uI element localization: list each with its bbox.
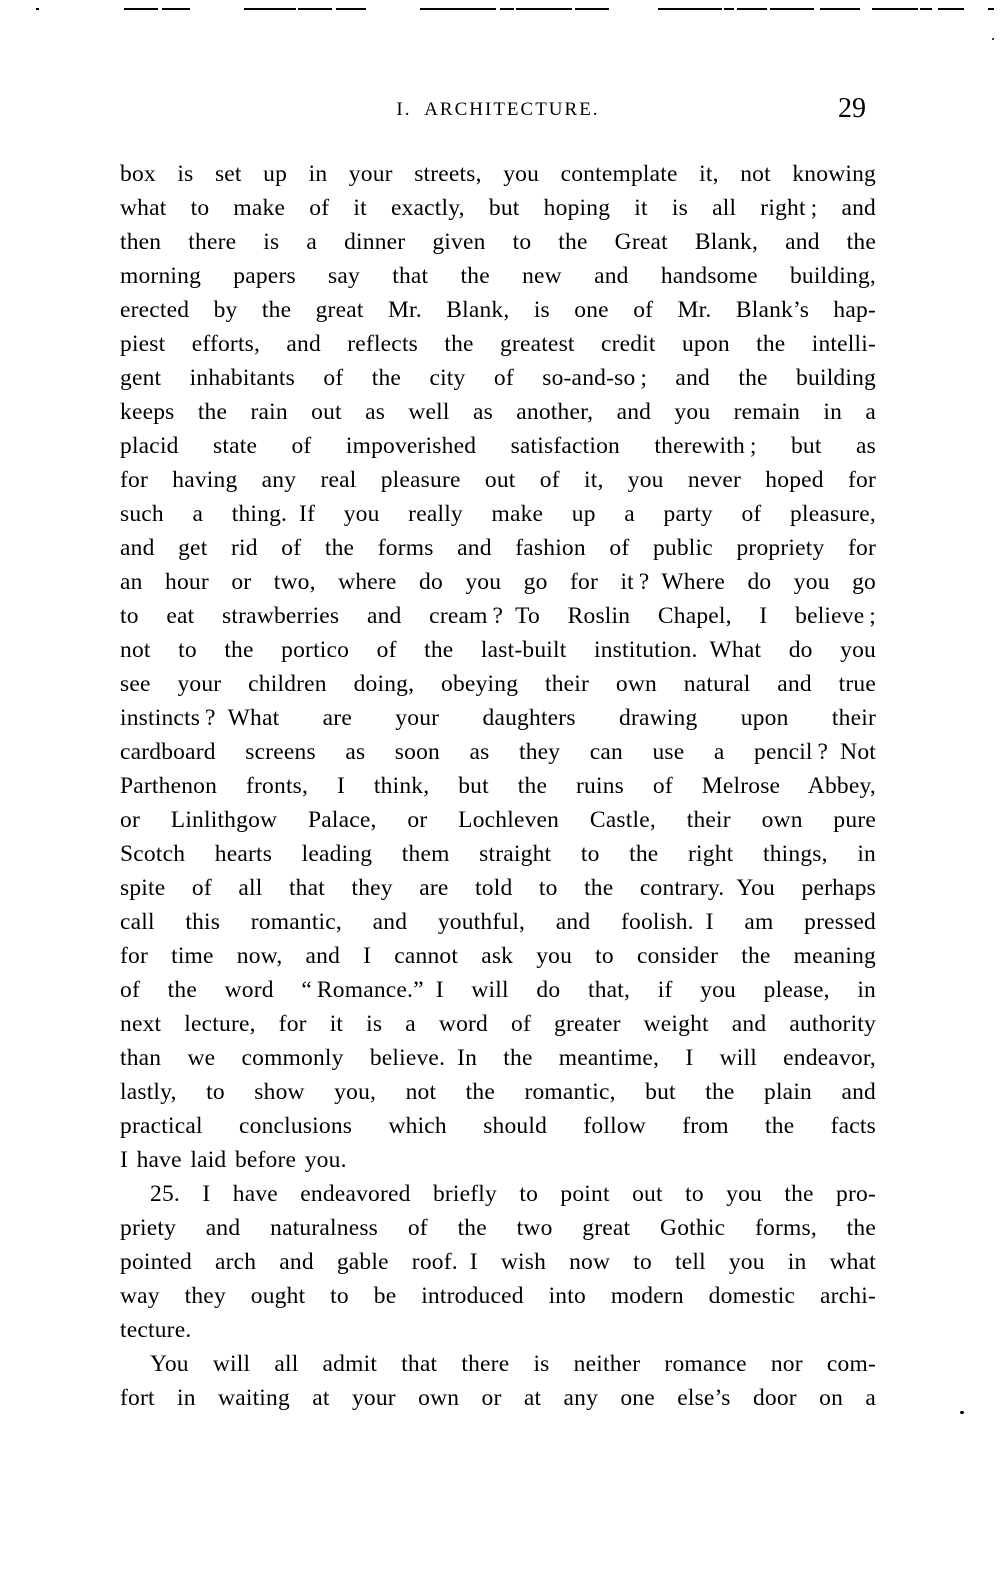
text-line: Scotch hearts leading them straight to the right things, in [120, 841, 876, 867]
text-line: and get rid of the forms and fashion of public propriety for [120, 535, 876, 561]
text-line: call this romantic, and youthful, and foolish. I am pressed [120, 909, 876, 935]
artifact-dash [575, 8, 609, 10]
running-header [120, 99, 876, 121]
text-line: gent inhabitants of the city of so-and-so ; and the building [120, 365, 876, 391]
text-line: for having any real pleasure out of it, you never hoped for [120, 467, 876, 493]
text-line: way they ought to be introduced into modern domestic archi- [120, 1283, 876, 1309]
artifact-dash [162, 8, 190, 10]
header-section-title: I. ARCHITECTURE. [396, 99, 600, 120]
text-line: fort in waiting at your own or at any one else’s door on a [120, 1385, 876, 1411]
text-line: I have laid before you. [120, 1147, 347, 1173]
artifact-dash [724, 8, 734, 10]
artifact-dash [244, 8, 296, 10]
text-line: what to make of it exactly, but hoping it is all right ; and [120, 195, 876, 221]
text-line: priety and naturalness of the two great Gothic forms, the [120, 1215, 876, 1241]
text-line: then there is a dinner given to the Great Blank, and the [120, 229, 876, 255]
artifact-dash [988, 8, 994, 10]
text-line: erected by the great Mr. Blank, is one of Mr. Blank’s hap- [120, 297, 876, 323]
artifact-dash [124, 8, 158, 10]
artifact-dash [516, 8, 572, 10]
artifact-dash [298, 8, 332, 10]
text-line: instincts ? What are your daughters drawing upon their [120, 705, 876, 731]
text-line: practical conclusions which should follow from the facts [120, 1113, 876, 1139]
text-line: spite of all that they are told to the contrary. You perhaps [120, 875, 876, 901]
ink-speck [992, 38, 994, 40]
text-line: lastly, to show you, not the romantic, but the plain and [120, 1079, 876, 1105]
ink-speck [960, 1411, 964, 1414]
text-line: piest efforts, and reflects the greatest credit upon the intelli- [120, 331, 876, 357]
artifact-dash [872, 8, 918, 10]
text-line: for time now, and I cannot ask you to consider the meaning [120, 943, 876, 969]
artifact-dash [336, 8, 366, 10]
artifact-dash [500, 8, 514, 10]
scan-artifact-line [0, 8, 1000, 14]
text-line: of the word “ Romance.” I will do that, if you please, in [120, 977, 876, 1003]
text-line: You will all admit that there is neither romance nor com- [150, 1351, 876, 1377]
text-line: tecture. [120, 1317, 192, 1343]
text-line: cardboard screens as soon as they can use a pencil ? Not [120, 739, 876, 765]
text-line: keeps the rain out as well as another, and you remain in a [120, 399, 876, 425]
text-line: such a thing. If you really make up a party of pleasure, [120, 501, 876, 527]
artifact-dash [770, 8, 814, 10]
text-line: to eat strawberries and cream ? To Roslin Chapel, I believe ; [120, 603, 876, 629]
text-line: see your children doing, obeying their own natural and true [120, 671, 876, 697]
text-line: next lecture, for it is a word of greater weight and authority [120, 1011, 876, 1037]
text-line: than we commonly believe. In the meantime, I will endeavor, [120, 1045, 876, 1071]
artifact-dash [658, 8, 722, 10]
artifact-dash [920, 8, 932, 10]
text-line: pointed arch and gable roof. I wish now to tell you in what [120, 1249, 876, 1275]
text-line: an hour or two, where do you go for it ? Where do you go [120, 569, 876, 595]
artifact-dash [820, 8, 860, 10]
text-line: morning papers say that the new and handsome building, [120, 263, 876, 289]
text-line: Parthenon fronts, I think, but the ruins of Melrose Abbey, [120, 773, 876, 799]
text-line: placid state of impoverished satisfaction therewith ; but as [120, 433, 876, 459]
artifact-dash [737, 8, 767, 10]
header-page-number: 29 [838, 93, 866, 124]
page-body [120, 157, 876, 1415]
text-line: box is set up in your streets, you contemplate it, not knowing [120, 161, 876, 187]
artifact-dash [938, 8, 964, 10]
artifact-dash [36, 8, 39, 10]
text-line: 25. I have endeavored briefly to point out to you the pro- [150, 1181, 876, 1207]
text-line: not to the portico of the last-built institution. What do you [120, 637, 876, 663]
text-line: or Linlithgow Palace, or Lochleven Castle, their own pure [120, 807, 876, 833]
artifact-dash [420, 8, 496, 10]
